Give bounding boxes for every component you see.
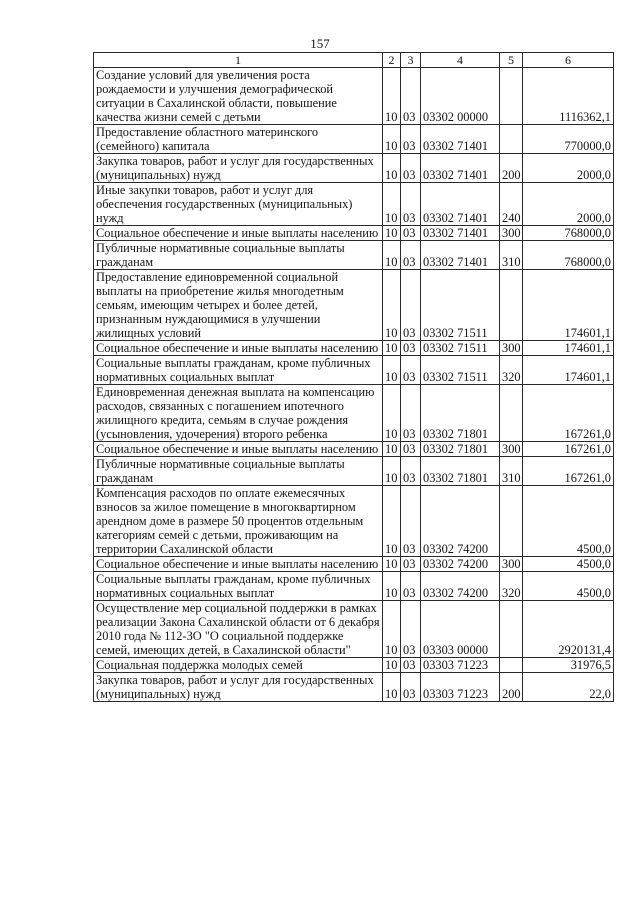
row-subsection: 03 — [401, 125, 421, 154]
row-section: 10 — [383, 183, 401, 226]
row-name: Предоставление единовременной социальной выплаты на приобретение жилья многодетным семьям, имеющим четырех и более детей, признанным нуждающимися в улучшении жилищных условий — [94, 270, 383, 341]
row-target-article: 03302 71401 — [421, 241, 500, 270]
table-row — [94, 241, 614, 270]
row-section: 10 — [383, 226, 401, 241]
row-amount: 1116362,1 — [523, 68, 614, 125]
table-row — [94, 457, 614, 486]
row-amount: 31976,5 — [523, 658, 614, 673]
row-section: 10 — [383, 68, 401, 125]
row-section: 10 — [383, 557, 401, 572]
row-amount: 167261,0 — [523, 385, 614, 442]
row-name: Социальное обеспечение и иные выплаты населению — [94, 442, 383, 457]
row-name: Закупка товаров, работ и услуг для государственных (муниципальных) нужд — [94, 154, 383, 183]
row-amount: 770000,0 — [523, 125, 614, 154]
row-expense-type: 310 — [500, 241, 523, 270]
row-target-article: 03302 71801 — [421, 385, 500, 442]
row-target-article: 03303 71223 — [421, 658, 500, 673]
row-section: 10 — [383, 601, 401, 658]
row-expense-type: 200 — [500, 673, 523, 702]
row-amount: 174601,1 — [523, 356, 614, 385]
row-name: Социальные выплаты гражданам, кроме публичных нормативных социальных выплат — [94, 572, 383, 601]
table-row — [94, 442, 614, 457]
row-subsection: 03 — [401, 68, 421, 125]
row-target-article: 03302 71801 — [421, 442, 500, 457]
row-section: 10 — [383, 572, 401, 601]
row-section: 10 — [383, 270, 401, 341]
row-amount: 167261,0 — [523, 442, 614, 457]
table-row — [94, 557, 614, 572]
row-name: Компенсация расходов по оплате ежемесячных взносов за жилое помещение в многоквартирном арендном доме в размере 50 процентов отдельным категориям семей с детьми, проживающим на территории Сахалинской области — [94, 486, 383, 557]
row-expense-type: 300 — [500, 226, 523, 241]
row-section: 10 — [383, 241, 401, 270]
budget-table — [93, 52, 614, 702]
table-row — [94, 356, 614, 385]
header-name: 1 — [94, 53, 383, 68]
row-target-article: 03302 71401 — [421, 183, 500, 226]
row-amount: 2000,0 — [523, 183, 614, 226]
row-subsection: 03 — [401, 183, 421, 226]
row-target-article: 03302 71401 — [421, 125, 500, 154]
row-amount: 167261,0 — [523, 457, 614, 486]
row-subsection: 03 — [401, 601, 421, 658]
row-name: Социальное обеспечение и иные выплаты населению — [94, 226, 383, 241]
row-amount: 4500,0 — [523, 557, 614, 572]
row-expense-type — [500, 601, 523, 658]
row-expense-type — [500, 486, 523, 557]
row-expense-type — [500, 68, 523, 125]
row-expense-type: 300 — [500, 341, 523, 356]
row-amount: 768000,0 — [523, 226, 614, 241]
row-subsection: 03 — [401, 442, 421, 457]
table-row — [94, 601, 614, 658]
header-expense-type: 5 — [500, 53, 523, 68]
row-name: Социальная поддержка молодых семей — [94, 658, 383, 673]
row-subsection: 03 — [401, 226, 421, 241]
row-amount: 2920131,4 — [523, 601, 614, 658]
row-name: Осуществление мер социальной поддержки в рамках реализации Закона Сахалинской области от 6 декабря 2010 года № 112-ЗО "О социальной поддержке семей, имеющих детей, в Сахалинской области" — [94, 601, 383, 658]
row-section: 10 — [383, 658, 401, 673]
row-expense-type: 240 — [500, 183, 523, 226]
row-name: Социальное обеспечение и иные выплаты населению — [94, 341, 383, 356]
header-subsection: 3 — [401, 53, 421, 68]
row-amount: 174601,1 — [523, 341, 614, 356]
table-row — [94, 125, 614, 154]
row-section: 10 — [383, 341, 401, 356]
row-expense-type: 320 — [500, 572, 523, 601]
row-name: Закупка товаров, работ и услуг для государственных (муниципальных) нужд — [94, 673, 383, 702]
table-row — [94, 341, 614, 356]
row-subsection: 03 — [401, 356, 421, 385]
table-row — [94, 68, 614, 125]
row-amount: 2000,0 — [523, 154, 614, 183]
row-section: 10 — [383, 385, 401, 442]
table-row — [94, 270, 614, 341]
row-expense-type: 300 — [500, 557, 523, 572]
header-row — [94, 53, 614, 68]
header-target-article: 4 — [421, 53, 500, 68]
row-name: Публичные нормативные социальные выплаты гражданам — [94, 241, 383, 270]
row-amount: 4500,0 — [523, 486, 614, 557]
row-section: 10 — [383, 356, 401, 385]
row-amount: 4500,0 — [523, 572, 614, 601]
row-subsection: 03 — [401, 385, 421, 442]
row-target-article: 03302 71401 — [421, 226, 500, 241]
row-expense-type — [500, 385, 523, 442]
row-subsection: 03 — [401, 572, 421, 601]
row-amount: 768000,0 — [523, 241, 614, 270]
row-target-article: 03302 74200 — [421, 486, 500, 557]
row-section: 10 — [383, 457, 401, 486]
table-row — [94, 572, 614, 601]
table-row — [94, 385, 614, 442]
row-subsection: 03 — [401, 658, 421, 673]
row-name: Социальные выплаты гражданам, кроме публичных нормативных социальных выплат — [94, 356, 383, 385]
row-target-article: 03303 71223 — [421, 673, 500, 702]
row-name: Предоставление областного материнского (семейного) капитала — [94, 125, 383, 154]
row-name: Иные закупки товаров, работ и услуг для обеспечения государственных (муниципальных) нужд — [94, 183, 383, 226]
row-expense-type: 310 — [500, 457, 523, 486]
row-name: Публичные нормативные социальные выплаты гражданам — [94, 457, 383, 486]
row-subsection: 03 — [401, 673, 421, 702]
row-name: Единовременная денежная выплата на компенсацию расходов, связанных с погашением ипотечного жилищного кредита, семьям в случае рождения (усыновления, удочерения) второго ребенка — [94, 385, 383, 442]
row-subsection: 03 — [401, 486, 421, 557]
row-subsection: 03 — [401, 241, 421, 270]
row-section: 10 — [383, 154, 401, 183]
row-expense-type: 200 — [500, 154, 523, 183]
row-target-article: 03302 71511 — [421, 341, 500, 356]
row-expense-type — [500, 270, 523, 341]
table-row — [94, 658, 614, 673]
table-row — [94, 673, 614, 702]
row-amount: 22,0 — [523, 673, 614, 702]
table-row — [94, 486, 614, 557]
row-target-article: 03302 74200 — [421, 557, 500, 572]
row-section: 10 — [383, 673, 401, 702]
row-expense-type: 300 — [500, 442, 523, 457]
row-subsection: 03 — [401, 557, 421, 572]
row-target-article: 03302 71401 — [421, 154, 500, 183]
row-name: Социальное обеспечение и иные выплаты населению — [94, 557, 383, 572]
row-target-article: 03302 00000 — [421, 68, 500, 125]
row-subsection: 03 — [401, 154, 421, 183]
row-section: 10 — [383, 442, 401, 457]
row-subsection: 03 — [401, 341, 421, 356]
row-name: Создание условий для увеличения роста рождаемости и улучшения демографической ситуации в Сахалинской области, повышение качества жизни семей с детьми — [94, 68, 383, 125]
row-section: 10 — [383, 125, 401, 154]
row-subsection: 03 — [401, 270, 421, 341]
header-amount: 6 — [523, 53, 614, 68]
row-target-article: 03302 71511 — [421, 356, 500, 385]
row-expense-type — [500, 658, 523, 673]
header-section: 2 — [383, 53, 401, 68]
row-target-article: 03302 74200 — [421, 572, 500, 601]
row-expense-type — [500, 125, 523, 154]
row-subsection: 03 — [401, 457, 421, 486]
table-row — [94, 183, 614, 226]
table-row — [94, 154, 614, 183]
row-expense-type: 320 — [500, 356, 523, 385]
row-target-article: 03302 71511 — [421, 270, 500, 341]
row-target-article: 03303 00000 — [421, 601, 500, 658]
row-section: 10 — [383, 486, 401, 557]
row-amount: 174601,1 — [523, 270, 614, 341]
row-target-article: 03302 71801 — [421, 457, 500, 486]
page-number: 157 — [310, 36, 330, 51]
table-row — [94, 226, 614, 241]
